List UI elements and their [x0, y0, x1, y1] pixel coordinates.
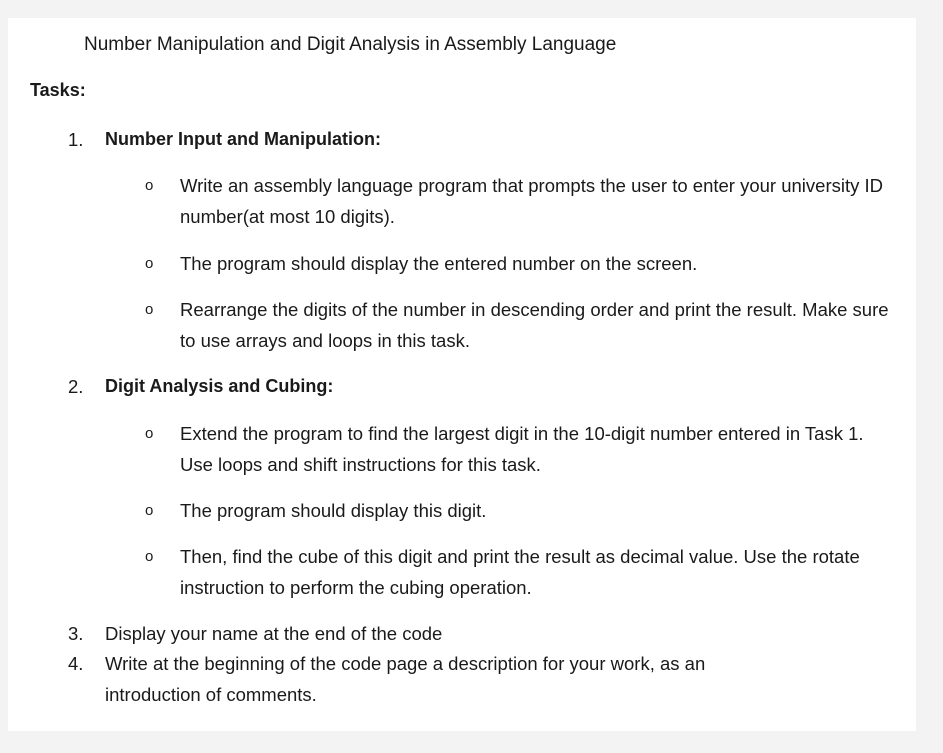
- bullet-icon: o: [145, 502, 154, 519]
- bullet-text: Write an assembly language program that prompts the user to enter your university ID number(at most 10 digits).: [180, 175, 883, 227]
- document-title: Number Manipulation and Digit Analysis in Assembly Language: [84, 34, 617, 55]
- bullet-text: Then, find the cube of this digit and print the result as decimal value. Use the rotate instruction to perform the cubing operation.: [180, 546, 860, 598]
- bullet-text: The program should display this digit.: [180, 500, 487, 521]
- task-number: 3.: [68, 623, 84, 644]
- bullet-icon: o: [145, 425, 154, 442]
- bullet-text: The program should display the entered number on the screen.: [180, 253, 698, 274]
- document-page: [8, 18, 916, 731]
- bullet-icon: o: [145, 255, 154, 272]
- task-number: 1.: [68, 129, 84, 150]
- bullet-icon: o: [145, 301, 154, 318]
- task-text: Write at the beginning of the code page a description for your work, as an introduction of comments.: [105, 653, 706, 705]
- task-text: Display your name at the end of the code: [105, 623, 443, 644]
- task-title: Number Input and Manipulation:: [105, 129, 381, 149]
- bullet-text: Extend the program to find the largest digit in the 10-digit number entered in Task 1. Use loops and shift instructions for this task.: [180, 423, 864, 475]
- bullet-icon: o: [145, 177, 154, 194]
- task-title: Digit Analysis and Cubing:: [105, 376, 334, 396]
- task-number: 4.: [68, 653, 84, 674]
- tasks-heading: Tasks:: [30, 80, 86, 100]
- task-number: 2.: [68, 376, 84, 397]
- bullet-icon: o: [145, 548, 154, 565]
- bullet-text: Rearrange the digits of the number in descending order and print the result. Make sure to use arrays and loops in this task.: [180, 299, 889, 351]
